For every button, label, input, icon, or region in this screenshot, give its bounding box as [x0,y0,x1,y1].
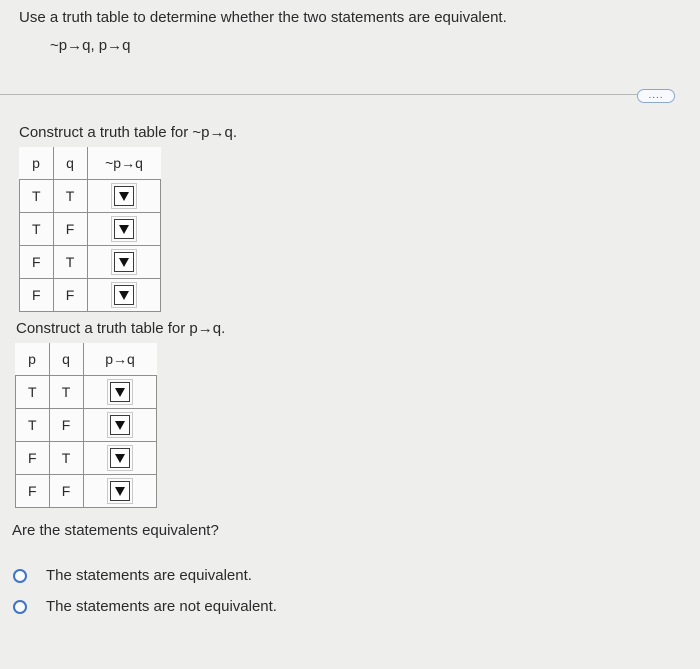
divider [0,94,664,95]
cell-q: T [53,180,87,213]
table-row [16,409,157,442]
result-cell [83,376,157,409]
statements-text: ~p→q, p→q [50,37,131,54]
cell-p: F [16,475,50,508]
dropdown-arrow-icon [115,454,125,463]
option-not-equivalent[interactable] [13,598,277,615]
cell-q: F [53,279,87,312]
cell-q: T [49,442,83,475]
more-button[interactable]: .... [637,89,675,103]
dropdown-arrow-icon [119,291,129,300]
cell-q: T [53,246,87,279]
result-cell [83,475,157,508]
cell-p: T [20,213,54,246]
cell-p: F [20,279,54,312]
result-cell [83,442,157,475]
radio-button[interactable] [13,600,27,614]
result-cell [83,409,157,442]
cell-q: F [53,213,87,246]
table-row [16,376,157,409]
option-label: The statements are equivalent. [46,567,252,584]
result-cell [87,213,161,246]
dropdown-arrow-icon [119,258,129,267]
table-row [16,442,157,475]
cell-p: T [16,409,50,442]
cell-p: T [16,376,50,409]
truth-table-1 [19,147,161,312]
option-equivalent[interactable] [13,567,252,584]
header-p: p [16,343,50,376]
cell-p: F [20,246,54,279]
header-result: p→q [83,343,157,376]
truth-value-dropdown[interactable] [110,481,130,501]
truth-value-dropdown[interactable] [110,415,130,435]
equivalence-question: Are the statements equivalent? [12,522,219,539]
result-cell [87,180,161,213]
dropdown-arrow-icon [119,192,129,201]
truth-value-dropdown[interactable] [110,448,130,468]
truth-value-dropdown[interactable] [114,186,134,206]
cell-q: T [49,376,83,409]
truth-value-dropdown[interactable] [114,219,134,239]
radio-button[interactable] [13,569,27,583]
table-row [20,246,161,279]
header-q: q [53,147,87,180]
dropdown-arrow-icon [115,487,125,496]
header-result: ~p→q [87,147,161,180]
question-prompt: Use a truth table to determine whether the two statements are equivalent. [19,9,507,26]
section2-label: Construct a truth table for p→q. [16,320,226,337]
dropdown-arrow-icon [115,421,125,430]
cell-q: F [49,409,83,442]
truth-table-2 [15,343,157,508]
result-cell [87,246,161,279]
cell-q: F [49,475,83,508]
truth-value-dropdown[interactable] [114,285,134,305]
truth-value-dropdown[interactable] [110,382,130,402]
dropdown-arrow-icon [119,225,129,234]
result-cell [87,279,161,312]
dropdown-arrow-icon [115,388,125,397]
table-row [20,213,161,246]
section1-label: Construct a truth table for ~p→q. [19,124,238,141]
cell-p: F [16,442,50,475]
truth-value-dropdown[interactable] [114,252,134,272]
header-q: q [49,343,83,376]
table-row [20,180,161,213]
table-row [16,475,157,508]
cell-p: T [20,180,54,213]
table-row [20,279,161,312]
header-p: p [20,147,54,180]
option-label: The statements are not equivalent. [46,598,277,615]
